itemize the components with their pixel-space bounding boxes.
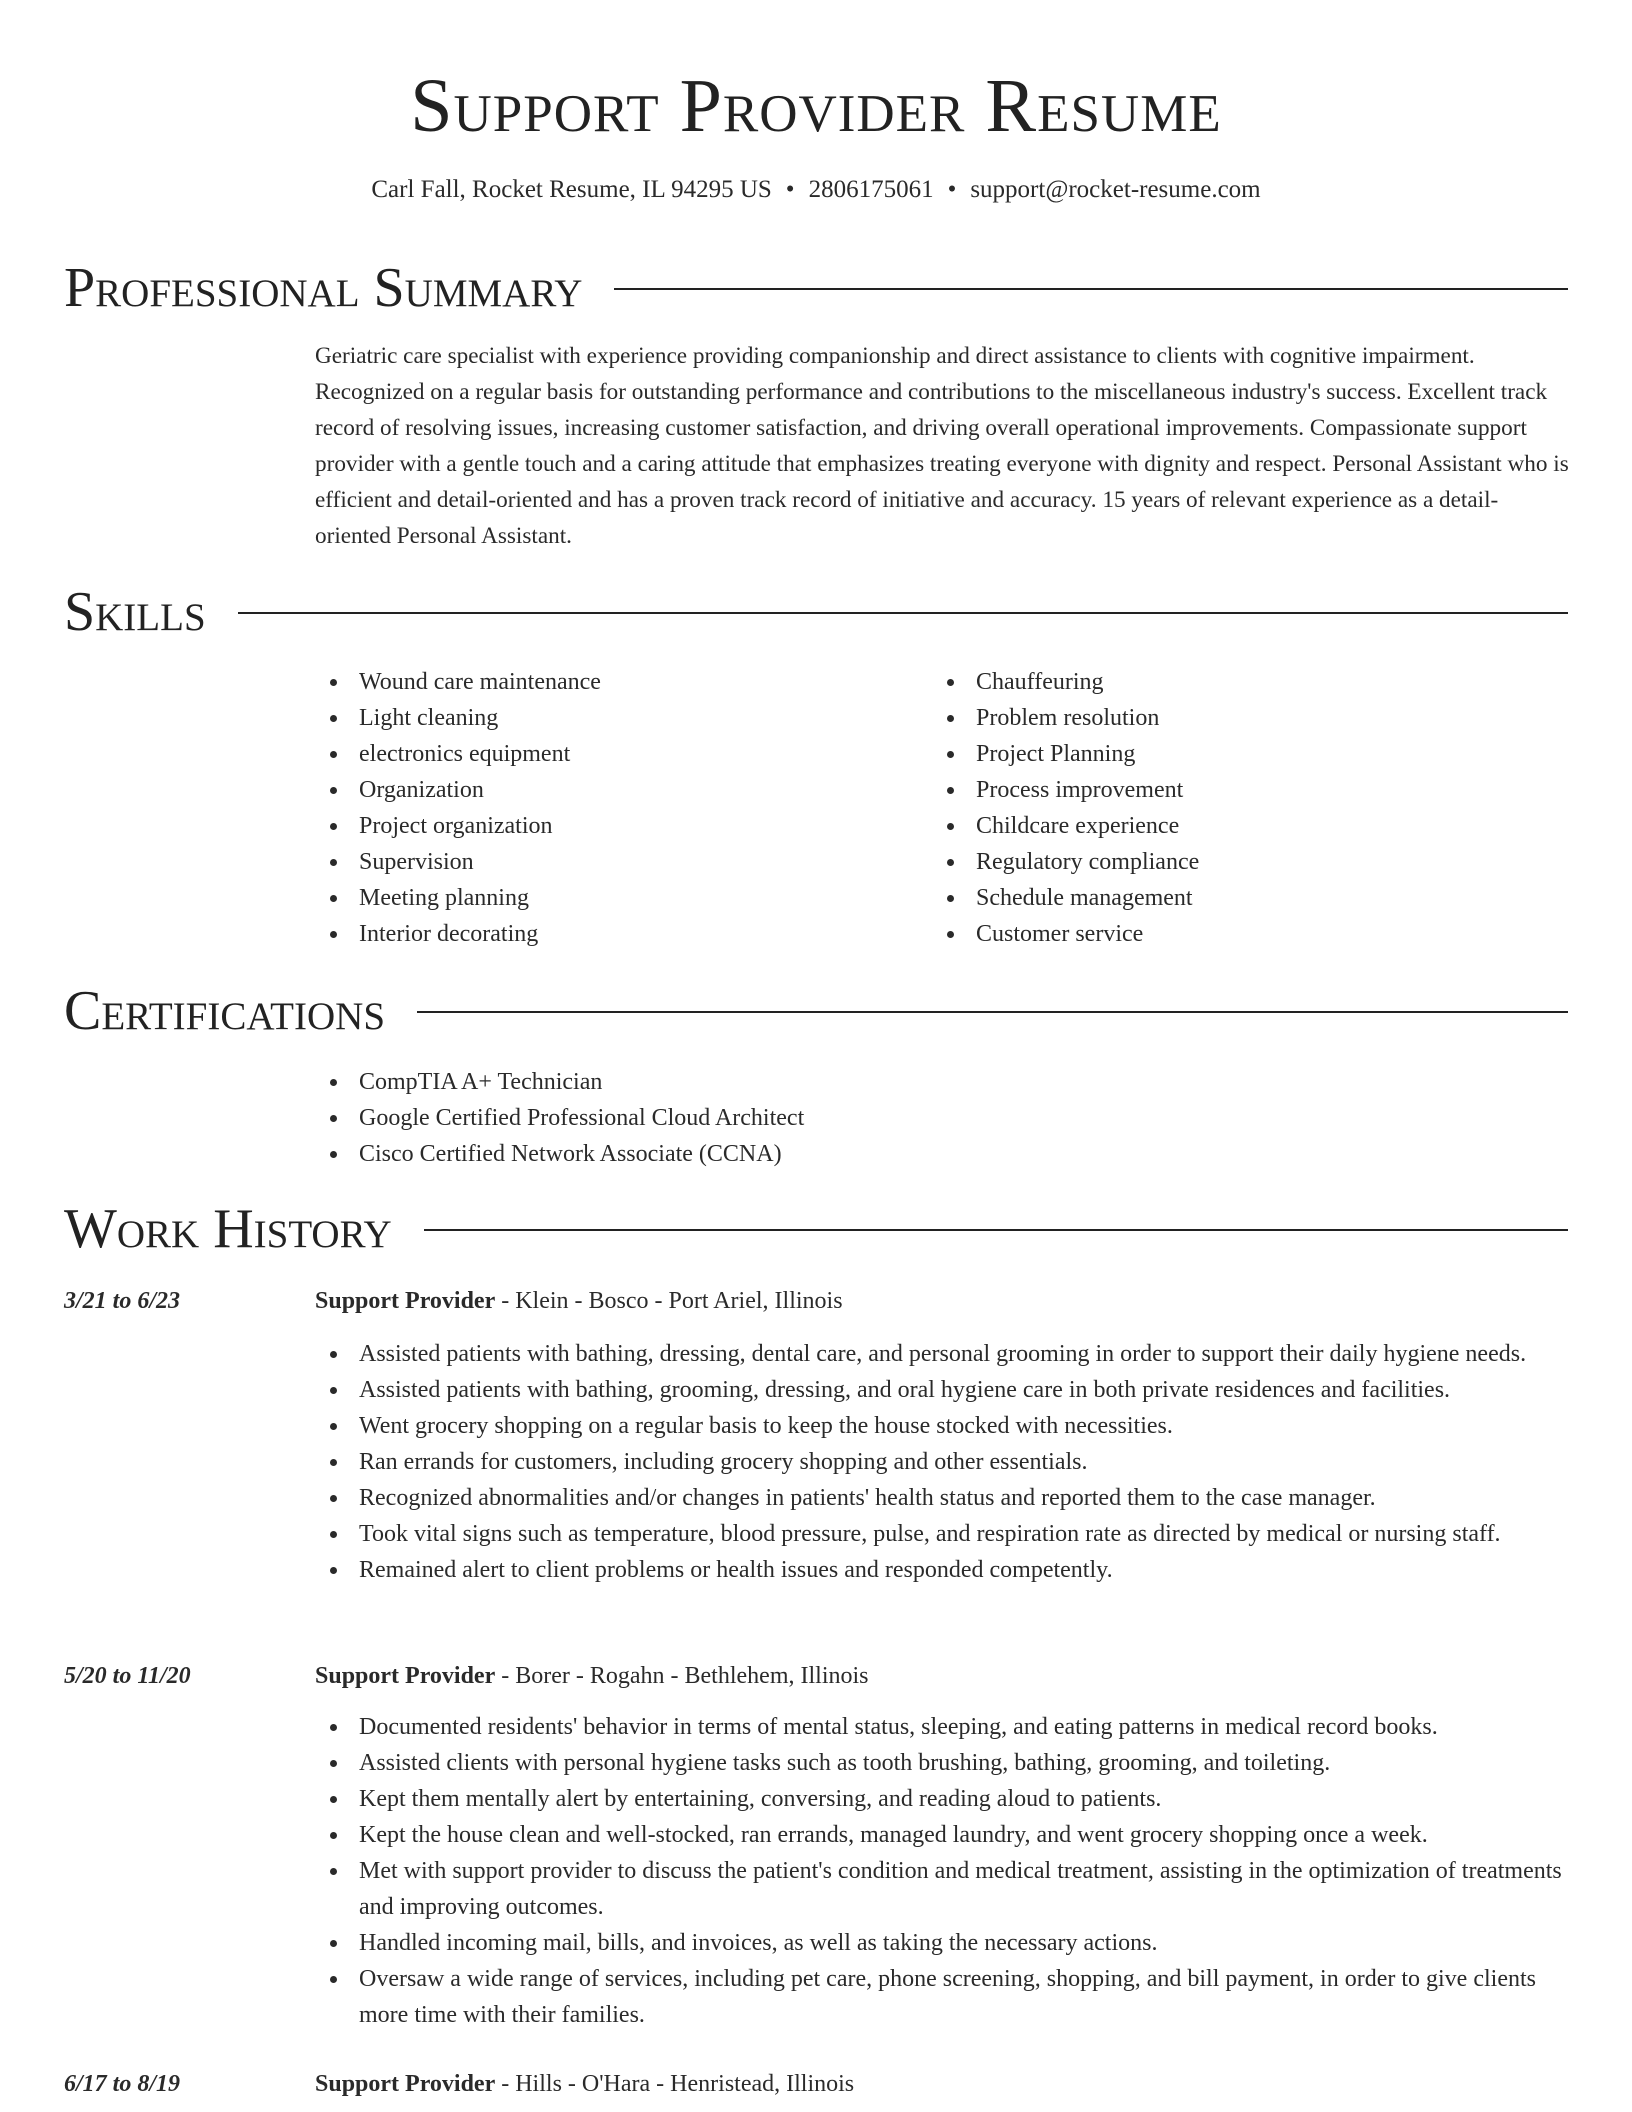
summary-text: Geriatric care specialist with experience providing companionship and direct assistance to clients with cognitive impairment. Recognized on a regular basis for outstanding performance and contributions to the miscellaneous industry's success. Excellent track record of resolving issues, increasing customer satisfaction, and driving overall operational improvements. Compassionate support provider with a gentle touch and a caring attitude that emphasizes treating everyone with dignity and respect. Personal Assistant who is efficient and detail-oriented and has a proven track record of initiative and accuracy. 15 years of relevant experience as a detail-oriented Personal Assistant.: [315, 343, 1569, 549]
contact-separator: •: [785, 176, 795, 203]
job-duty: Assisted patients with bathing, grooming, dressing, and oral hygiene care in both private residences and facilities.: [315, 1372, 1573, 1408]
skill-item: Light cleaning: [315, 700, 875, 736]
skills-section-header: [64, 574, 1568, 650]
contact-line: [0, 172, 1632, 208]
job-company: - Klein - Bosco - Port Ariel, Illinois: [495, 1288, 843, 1314]
job-duty: Assisted clients with personal hygiene tasks such as tooth brushing, bathing, grooming, and toileting.: [315, 1745, 1573, 1781]
job-duties-list: [315, 1709, 1573, 2033]
job-duty: Went grocery shopping on a regular basis to keep the house stocked with necessities.: [315, 1408, 1573, 1444]
skill-item: Childcare experience: [932, 808, 1492, 844]
skill-item: Process improvement: [932, 772, 1492, 808]
job-dates: 3/21 to 6/23: [64, 1288, 181, 1314]
job-duty: Kept them mentally alert by entertaining, conversing, and reading aloud to patients.: [315, 1781, 1573, 1817]
skill-item: electronics equipment: [315, 736, 875, 772]
skill-item: Chauffeuring: [932, 664, 1492, 700]
certification-item: Google Certified Professional Cloud Architect: [315, 1100, 1215, 1136]
skill-item: Organization: [315, 772, 875, 808]
job-duty: Remained alert to client problems or health issues and responded competently.: [315, 1552, 1573, 1588]
job-company: - Borer - Rogahn - Bethlehem, Illinois: [495, 1663, 869, 1689]
work-history-section-header: [64, 1191, 1568, 1267]
job-duty: Met with support provider to discuss the patient's condition and medical treatment, assisting in the optimization of treatments and improving outcomes.: [315, 1853, 1573, 1925]
job-role: Support Provider: [315, 2071, 496, 2097]
contact-email[interactable]: support@rocket-resume.com: [970, 176, 1261, 203]
job-role: Support Provider: [315, 1288, 496, 1314]
document-title: Support Provider Resume: [410, 64, 1222, 148]
job-duty: Ran errands for customers, including grocery shopping and other essentials.: [315, 1444, 1573, 1480]
contact-address: Carl Fall, Rocket Resume, IL 94295 US: [371, 176, 772, 203]
job-duty: Documented residents' behavior in terms of mental status, sleeping, and eating patterns in medical record books.: [315, 1709, 1573, 1745]
certification-item: Cisco Certified Network Associate (CCNA): [315, 1136, 1215, 1172]
certifications-section-header: [64, 973, 1568, 1049]
skill-item: Meeting planning: [315, 880, 875, 916]
job-heading: [315, 2066, 854, 2102]
job-duties-list: [315, 1336, 1573, 1588]
job-heading: [315, 1283, 843, 1319]
skills-list-left: [315, 664, 875, 952]
skill-item: Project organization: [315, 808, 875, 844]
job-duty: Assisted patients with bathing, dressing, dental care, and personal grooming in order to support their daily hygiene needs.: [315, 1336, 1573, 1372]
skill-item: Project Planning: [932, 736, 1492, 772]
certifications-list: [315, 1064, 1215, 1172]
job-company: - Hills - O'Hara - Henristead, Illinois: [495, 2071, 855, 2097]
skills-list-right: [932, 664, 1492, 952]
section-title-work-history: Work History: [64, 1198, 392, 1260]
job-dates: 5/20 to 11/20: [64, 1663, 191, 1689]
job-duty: Kept the house clean and well-stocked, ran errands, managed laundry, and went grocery shopping once a week.: [315, 1817, 1573, 1853]
skill-item: Supervision: [315, 844, 875, 880]
skill-item: Regulatory compliance: [932, 844, 1492, 880]
job-role: Support Provider: [315, 1663, 496, 1689]
section-title-summary: Professional Summary: [64, 257, 583, 319]
job-duty: Oversaw a wide range of services, including pet care, phone screening, shopping, and bill payment, in order to give clients more time with their families.: [315, 1961, 1573, 2033]
skill-item: Interior decorating: [315, 916, 875, 952]
skill-item: Problem resolution: [932, 700, 1492, 736]
section-divider: [238, 612, 1568, 614]
skill-item: Customer service: [932, 916, 1492, 952]
section-title-skills: Skills: [64, 581, 206, 643]
section-divider: [614, 288, 1568, 290]
job-duty: Recognized abnormalities and/or changes in patients' health status and reported them to the case manager.: [315, 1480, 1573, 1516]
section-divider: [424, 1229, 1568, 1231]
section-divider: [417, 1011, 1568, 1013]
job-heading: [315, 1658, 869, 1694]
job-duty: Handled incoming mail, bills, and invoices, as well as taking the necessary actions.: [315, 1925, 1573, 1961]
contact-phone: 2806175061: [808, 176, 934, 203]
summary-section-header: [64, 250, 1568, 326]
section-title-certifications: Certifications: [64, 980, 386, 1042]
contact-separator: •: [947, 176, 957, 203]
skill-item: Wound care maintenance: [315, 664, 875, 700]
job-dates: 6/17 to 8/19: [64, 2071, 181, 2097]
skill-item: Schedule management: [932, 880, 1492, 916]
certification-item: CompTIA A+ Technician: [315, 1064, 1215, 1100]
job-duty: Took vital signs such as temperature, blood pressure, pulse, and respiration rate as directed by medical or nursing staff.: [315, 1516, 1573, 1552]
